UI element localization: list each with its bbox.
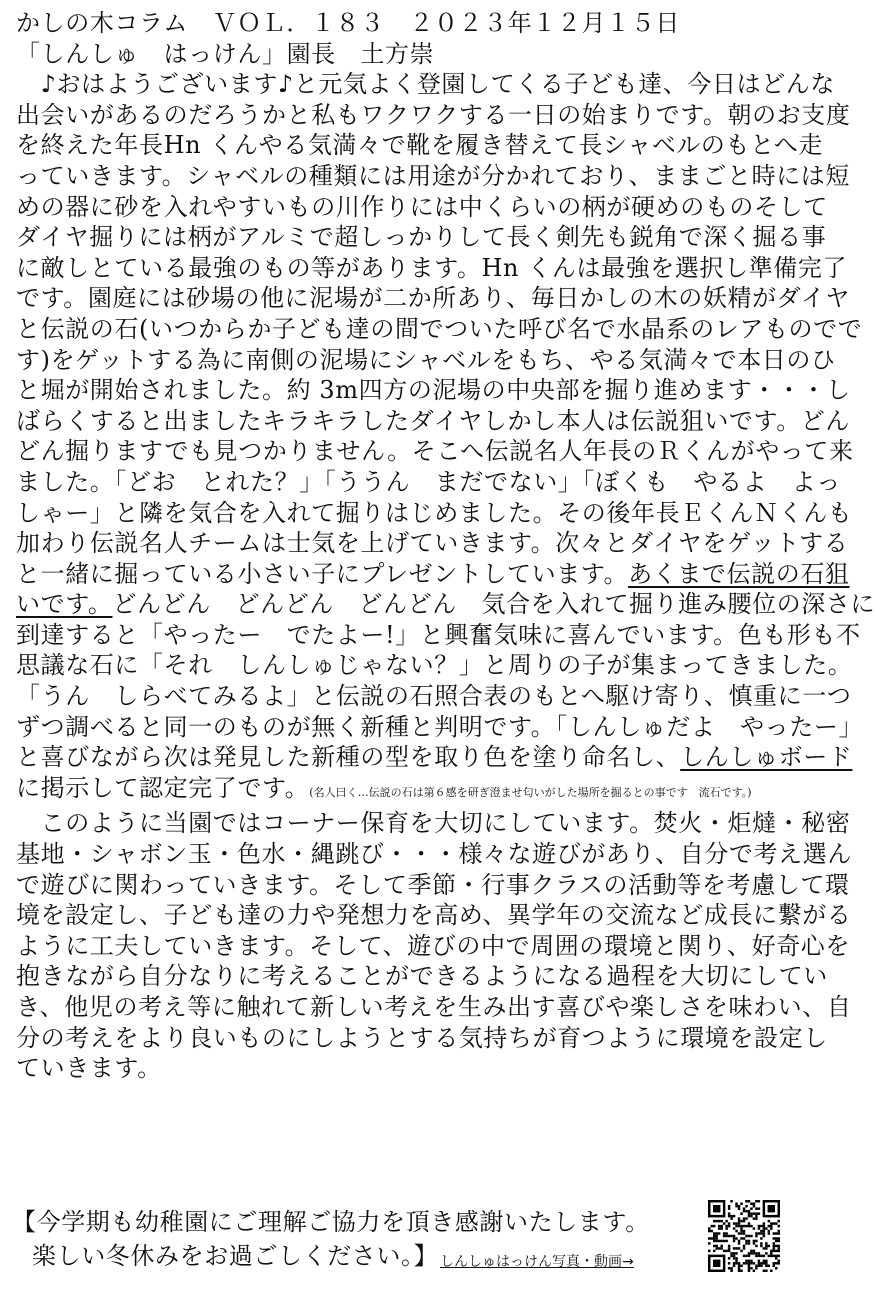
body-line [16,345,836,376]
body-text: す)をゲットする為に南側の泥場にシャベルをもち、やる気満々で本日のひ [16,345,836,374]
qr-code-icon[interactable] [708,1200,780,1272]
body-line [16,712,864,743]
body-text: と伝説の石(いつからか子ども達の間でついた呼び名で水晶系のレアものでで [16,314,863,343]
body-line [16,620,861,651]
body-line [16,161,850,192]
body-line [16,681,852,712]
underlined-text: あくまで伝説の石狙 [628,559,850,588]
body-text: 出会いがあるのだろうかと私もワクワクする一日の始まりです。朝のお支度 [16,100,851,129]
body-text: 分の考えをより良いものにしようとする気持ちが育つように環境を設定し [16,1023,828,1052]
footnote-text: (名人曰く…伝説の石は第６感を研ぎ澄ませ匂いがした場所を掘るとの事です 流石です。) [309,785,752,799]
body-line [16,931,850,962]
body-line [16,559,850,590]
body-text: ♪おはようございます♪と元気よく登園してくる子ども達、今日はどんな [16,70,836,99]
body-line [16,900,852,931]
underlined-text: いです。 [16,590,113,619]
body-line [16,992,852,1023]
body-text: 思議な石に「それ しんしゅじゃない？」と周りの子が集まってきました。 [16,651,853,680]
body-line [16,773,786,809]
body-line [16,406,850,437]
body-text: めの器に砂を入れやすいもの川作りには中くらいの柄が硬めのものそして [16,192,828,221]
body-text: を終えた年長Hn くんやる気満々で靴を履き替えて長シャベルのもとへ走 [16,131,823,160]
body-line [16,498,853,529]
body-line [16,1023,828,1054]
body-text: どん掘りますでも見つかりません。そこへ伝説名人年長のＲくんがやって来 [16,437,854,466]
body-text: っていきます。シャベルの種類には用途が分かれており、ままごと時には短 [16,161,850,190]
column-author: 「しんしゅ はっけん」園長 土方崇 [16,39,435,68]
body-line [16,808,851,839]
body-text: このように当園ではコーナー保育を大切にしています。焚火・炬燵・秘密 [16,809,851,838]
column-body [16,69,875,1084]
body-text: ました。「どお とれた？」「ううん まだでない」「ぼくも やるよ よっ [16,467,841,496]
body-line [16,222,827,253]
body-line [16,870,850,901]
body-line [16,130,823,161]
body-line [16,650,853,681]
body-text: と一緒に掘っている小さい子にプレゼントしています。 [16,559,629,588]
body-line [16,253,848,284]
body-line [16,467,841,498]
closing-line-2: 楽しい冬休みをお過ごしください。】 [32,1242,439,1270]
body-text: き、他児の考え等に触れて新しい考えを生み出す喜びや楽しさを味わい、自 [16,993,852,1021]
body-line [16,314,863,345]
body-text: どんどん どんどん どんどん 気合を入れて掘り進み腰位の深さに [112,590,875,619]
body-line [16,69,836,100]
body-line [16,100,851,131]
body-text: と堀が開始されました。約 3m四方の泥場の中央部を掘り進めます・・・し [16,376,851,405]
body-text: 加わり伝説名人チームは士気を上げていきます。次々とダイヤをゲットする [16,529,849,558]
body-line [16,589,875,620]
body-line [16,1053,786,1084]
column-page [16,8,875,1084]
body-text: ずつ調べると同一のものが無く新種と判明です。「しんしゅだよ やったー」 [16,712,864,741]
body-line [16,283,850,314]
body-text: 基地・シャボン玉・色水・縄跳び・・・様々な遊びがあり、自分で考え選ん [16,840,852,869]
body-text: で遊びに関わっていきます。そして季節・行事クラスの活動等を考慮して環 [16,870,850,899]
body-line [16,375,851,406]
body-line [16,192,828,223]
body-line [16,742,853,773]
body-text: に掲示して認定完了です。 [16,773,310,802]
media-link[interactable]: しんしゅはっけん写真・動画→ [440,1254,634,1270]
body-text: 抱きながら自分なりに考えることができるようになる過程を大切にしてい [16,962,828,991]
body-text: に敵しとている最強のもの等があります。Hn くんは最強を選択し準備完了 [16,253,848,282]
closing-line-1: 【今学期も幼稚園にご理解ご協力を頂き感謝いたします。 [12,1208,650,1236]
body-text: 「うん しらべてみるよ」と伝説の石照合表のもとへ駆け寄り、慎重に一つ [16,682,852,711]
body-text: 到達すると「やったー でたよー!」と興奮気味に喜んでいます。色も形も不 [16,620,861,649]
body-text: です。園庭には砂場の他に泥場が二か所あり、毎日かしの木の妖精がダイヤ [16,284,850,313]
body-line [16,839,852,870]
column-title: かしの木コラム ＶＯＬ．１８３ ２０２３年１２月１５日 [16,9,680,37]
body-line [16,961,828,992]
body-line [16,436,854,467]
body-text: ていきます。 [16,1054,162,1083]
body-text: 境を設定し、子ども達の力や発想力を高め、異学年の交流など成長に繋がる [16,901,852,930]
body-text: ばらくすると出ましたキラキラしたダイヤしかし本人は伝説狙いです。どん [16,406,850,435]
body-text: と喜びながら次は発見した新種の型を取り色を塗り命名し、 [16,743,681,772]
body-text: しゃー」と隣を気合を入れて掘りはじめました。その後年長ＥくんＮくんも [16,498,853,527]
underlined-text: しんしゅボード [680,743,853,772]
body-line [16,528,849,559]
body-text: ように工夫していきます。そして、遊びの中で周囲の環境と関り、好奇心を [16,931,850,960]
body-text: ダイヤ掘りには柄がアルミで超しっかりして長く剣先も鋭角で深く掘る事 [16,223,827,252]
